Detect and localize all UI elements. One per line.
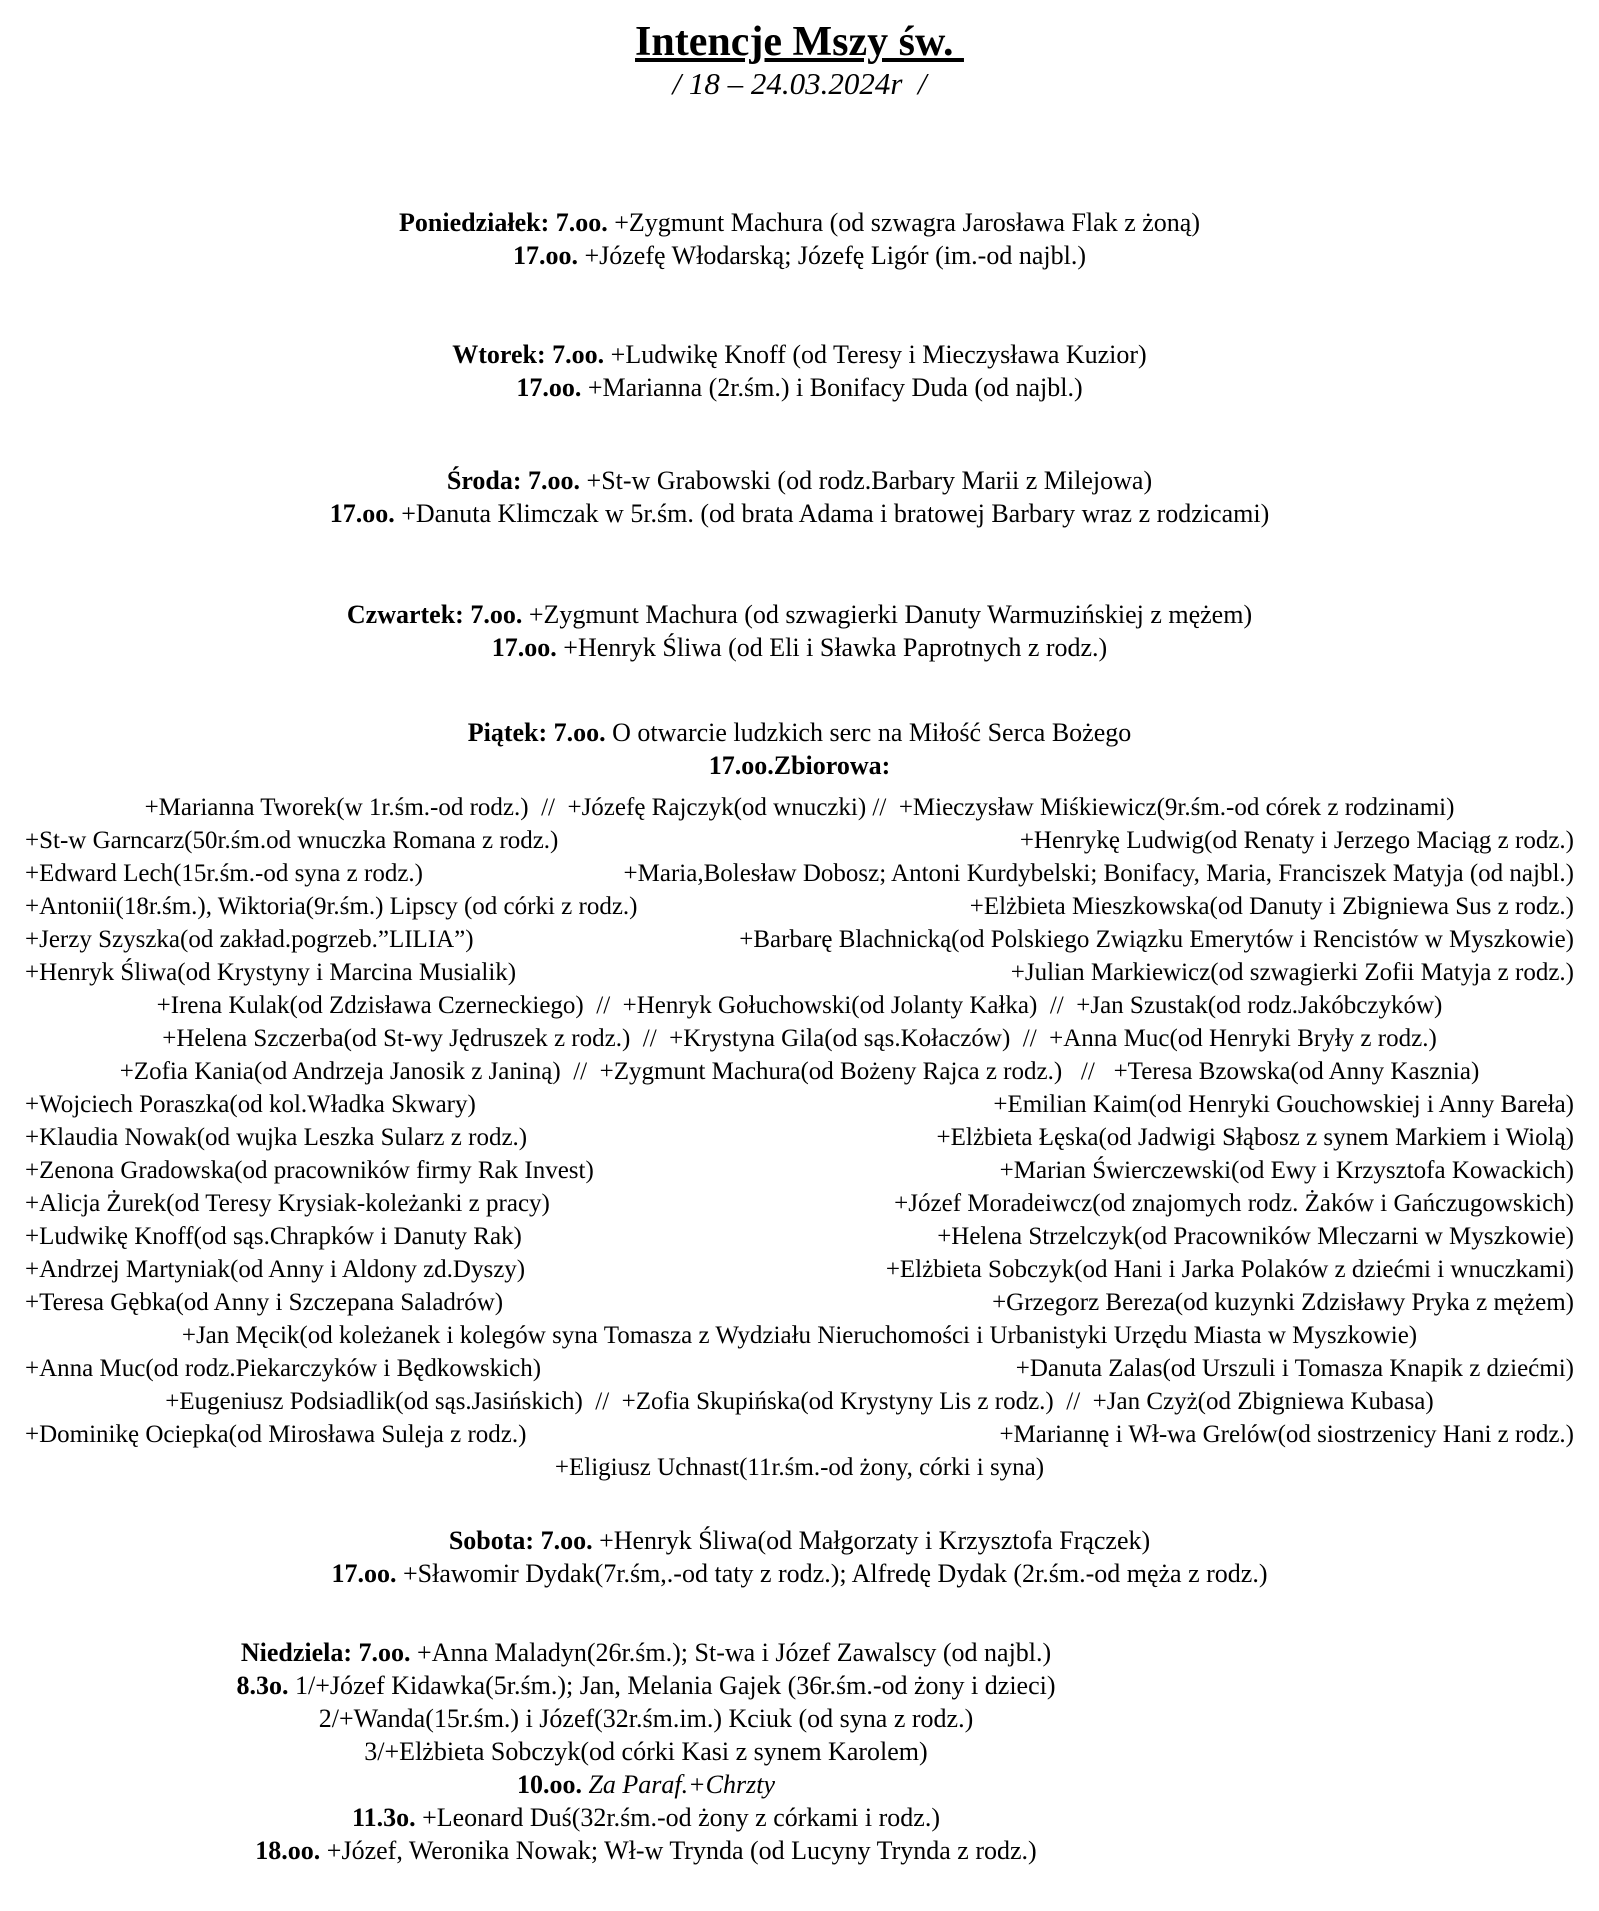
zbiorowa-intention: +Eligiusz Uchnast(11r.śm.-od żony, córki i syna) <box>554 1454 1045 1481</box>
mass-line <box>0 598 1599 631</box>
zbiorowa-intention-right: +Józef Moradeiwcz(od znajomych rodz. Żaków i Gańczugowskich) <box>894 1190 1574 1217</box>
zbiorowa-intention-right: +Marian Świerczewski(od Ewy i Krzysztofa Kowackich) <box>999 1157 1574 1184</box>
day-section-sobota <box>0 1524 1599 1590</box>
zbiorowa-line <box>25 1154 1574 1187</box>
mass-time-label: 17.oo. <box>329 499 395 528</box>
mass-intention-text: +Zygmunt Machura (od szwagierki Danuty Warmuzińskiej z mężem) <box>522 600 1253 629</box>
mass-line <box>0 371 1599 404</box>
mass-line <box>0 1702 1292 1735</box>
zbiorowa-intention-right: +Henrykę Ludwig(od Renaty i Jerzego Maciąg z rodz.) <box>1019 827 1574 854</box>
zbiorowa-intention-left: +Jerzy Szyszka(od zakład.pogrzeb.”LILIA”) <box>25 926 474 953</box>
zbiorowa-intention-left: +Klaudia Nowak(od wujka Leszka Sularz z rodz.) <box>25 1124 528 1151</box>
mass-line <box>0 1669 1292 1702</box>
mass-line <box>0 206 1599 239</box>
mass-time-label: 18.oo. <box>255 1836 321 1865</box>
zbiorowa-intention-left: +Wojciech Poraszka(od kol.Władka Skwary) <box>25 1091 476 1118</box>
zbiorowa-line <box>25 1088 1574 1121</box>
page-title <box>0 18 1599 66</box>
zbiorowa-line <box>25 989 1574 1022</box>
mass-time-label: 17.oo. <box>491 633 557 662</box>
mass-intention-text: +Henryk Śliwa (od Eli i Sławka Paprotnych z rodz.) <box>556 633 1108 662</box>
mass-intention-text: +Danuta Klimczak w 5r.śm. (od brata Adama i bratowej Barbary wraz z rodzicami) <box>394 499 1270 528</box>
mass-time-label: Sobota: 7.oo. <box>448 1526 593 1555</box>
page-title-text: Intencje Mszy św. <box>635 19 964 65</box>
zbiorowa-intention-right: +Maria,Bolesław Dobosz; Antoni Kurdybelski; Bonifacy, Maria, Franciszek Matyja (od najbl.) <box>623 860 1574 887</box>
zbiorowa-intention-right: +Grzegorz Bereza(od kuzynki Zdzisławy Pryka z mężem) <box>992 1289 1574 1316</box>
mass-intention-text: +Józefę Włodarską; Józefę Ligór (im.-od najbl.) <box>577 241 1086 270</box>
mass-intention-text: +Sławomir Dydak(7r.śm,.-od taty z rodz.); Alfredę Dydak (2r.śm.-od męża z rodz.) <box>396 1559 1268 1588</box>
zbiorowa-line <box>25 1121 1574 1154</box>
mass-time-label: Poniedziałek: 7.oo. <box>399 208 608 237</box>
zbiorowa-intention-right: +Helena Strzelczyk(od Pracowników Mleczarni w Myszkowie) <box>937 1223 1574 1250</box>
day-section-sroda <box>0 464 1599 530</box>
zbiorowa-line <box>25 791 1574 824</box>
zbiorowa-intention-right: +Emilian Kaim(od Henryki Gouchowskiej i Anny Bareła) <box>993 1091 1574 1118</box>
mass-line <box>0 1768 1292 1801</box>
mass-time-label: Piątek: 7.oo. <box>467 718 606 747</box>
mass-line <box>0 464 1599 497</box>
mass-time-label: Niedziela: 7.oo. <box>240 1638 411 1667</box>
mass-line <box>0 716 1599 749</box>
day-section-poniedzialek <box>0 206 1599 272</box>
zbiorowa-line <box>25 1451 1574 1484</box>
mass-time-label: Środa: 7.oo. <box>446 466 581 495</box>
zbiorowa-intention-left: +Andrzej Martyniak(od Anny i Aldony zd.Dyszy) <box>25 1256 526 1283</box>
zbiorowa-intention: +Marianna Tworek(w 1r.śm.-od rodz.) // +Józefę Rajczyk(od wnuczki) // +Mieczysław Miśkiewicz(9r.śm.-od córek z rodzinami) <box>144 794 1455 821</box>
mass-time-label: 10.oo. <box>516 1770 582 1799</box>
day-section-niedziela <box>0 1636 1292 1867</box>
zbiorowa-line <box>25 1319 1574 1352</box>
zbiorowa-intention-right: +Barbarę Blachnicką(od Polskiego Związku Emerytów i Rencistów w Myszkowie) <box>739 926 1574 953</box>
zbiorowa-intention-left: +Henryk Śliwa(od Krystyny i Marcina Musialik) <box>25 959 517 986</box>
mass-line <box>0 1735 1292 1768</box>
zbiorowa-intention-right: +Mariannę i Wł-wa Grelów(od siostrzenicy Hani z rodz.) <box>999 1421 1574 1448</box>
mass-line <box>0 1524 1599 1557</box>
mass-intention-text: +St-w Grabowski (od rodz.Barbary Marii z Milejowa) <box>580 466 1153 495</box>
mass-intention-text: Za Paraf.+Chrzty <box>581 1770 776 1799</box>
zbiorowa-intention-right: +Elżbieta Sobczyk(od Hani i Jarka Polaków z dziećmi i wnuczkami) <box>885 1256 1574 1283</box>
zbiorowa-line <box>25 923 1574 956</box>
date-range: / 18 – 24.03.2024r / <box>672 66 927 101</box>
mass-intention-text: 3/+Elżbieta Sobczyk(od córki Kasi z synem Karolem) <box>364 1737 928 1766</box>
zbiorowa-intention: +Helena Szczerba(od St-wy Jędruszek z rodz.) // +Krystyna Gila(od sąs.Kołaczów) // +Anna Muc(od Henryki Bryły z rodz.) <box>162 1025 1437 1052</box>
mass-time-label: 17.oo. <box>331 1559 397 1588</box>
mass-line <box>0 631 1599 664</box>
zbiorowa-intention: +Irena Kulak(od Zdzisława Czerneckiego) // +Henryk Gołuchowski(od Jolanty Kałka) // +Jan Szustak(od rodz.Jakóbczyków) <box>156 992 1443 1019</box>
zbiorowa-intention-left: +Zenona Gradowska(od pracowników firmy Rak Invest) <box>25 1157 594 1184</box>
mass-intention-text: O otwarcie ludzkich serc na Miłość Serca Bożego <box>605 718 1132 747</box>
intentions-list <box>0 206 1599 1867</box>
zbiorowa-line <box>25 1055 1574 1088</box>
zbiorowa-intention: +Zofia Kania(od Andrzeja Janosik z Janiną) // +Zygmunt Machura(od Bożeny Rajca z rodz.) // +Teresa Bzowska(od Anny Kasznia) <box>119 1058 1480 1085</box>
mass-line <box>0 1557 1599 1590</box>
mass-intention-text: +Anna Maladyn(26r.śm.); St-wa i Józef Zawalscy (od najbl.) <box>410 1638 1052 1667</box>
zbiorowa-line <box>25 890 1574 923</box>
zbiorowa-line <box>25 1022 1574 1055</box>
mass-intention-text: +Henryk Śliwa(od Małgorzaty i Krzysztofa Frączek) <box>592 1526 1151 1555</box>
zbiorowa-intention: +Jan Męcik(od koleżanek i kolegów syna Tomasza z Wydziału Nieruchomości i Urbanistyki Urzędu Miasta w Myszkowie) <box>181 1322 1418 1349</box>
zbiorowa-line <box>25 1220 1574 1253</box>
day-section-wtorek <box>0 338 1599 404</box>
zbiorowa-line <box>25 1418 1574 1451</box>
zbiorowa-intention-left: +Anna Muc(od rodz.Piekarczyków i Będkowskich) <box>25 1355 542 1382</box>
zbiorowa-line <box>25 857 1574 890</box>
mass-line <box>0 1834 1292 1867</box>
mass-intention-text: +Józef, Weronika Nowak; Wł-w Trynda (od Lucyny Trynda z rodz.) <box>320 1836 1037 1865</box>
zbiorowa-intention-right: +Julian Markiewicz(od szwagierki Zofii Matyja z rodz.) <box>1010 959 1574 986</box>
mass-intention-text: +Zygmunt Machura (od szwagra Jarosława Flak z żoną) <box>607 208 1200 237</box>
zbiorowa-line <box>25 1385 1574 1418</box>
mass-time-label: 17.oo. <box>512 241 578 270</box>
mass-intention-text: 1/+Józef Kidawka(5r.śm.); Jan, Melania Gajek (36r.śm.-od żony i dzieci) <box>288 1671 1056 1700</box>
zbiorowa-line <box>25 1253 1574 1286</box>
mass-intention-text: +Leonard Duś(32r.śm.-od żony z córkami i rodz.) <box>415 1803 940 1832</box>
zbiorowa-intention: +Eugeniusz Podsiadlik(od sąs.Jasińskich) // +Zofia Skupińska(od Krystyny Lis z rodz.) // +Jan Czyż(od Zbigniewa Kubasa) <box>165 1388 1434 1415</box>
mass-intention-text: +Ludwikę Knoff (od Teresy i Mieczysława Kuzior) <box>604 340 1147 369</box>
zbiorowa-intention-left: +Edward Lech(15r.śm.-od syna z rodz.) <box>25 860 423 887</box>
mass-line <box>0 497 1599 530</box>
zbiorowa-line <box>25 956 1574 989</box>
zbiorowa-intention-right: +Danuta Zalas(od Urszuli i Tomasza Knapik z dziećmi) <box>1015 1355 1574 1382</box>
zbiorowa-section <box>0 791 1599 1484</box>
mass-time-label: 11.3o. <box>352 1803 416 1832</box>
mass-time-label: 8.3o. <box>236 1671 289 1700</box>
zbiorowa-line <box>25 1352 1574 1385</box>
mass-time-label: Wtorek: 7.oo. <box>452 340 605 369</box>
zbiorowa-line <box>25 824 1574 857</box>
zbiorowa-intention-left: +Ludwikę Knoff(od sąs.Chrapków i Danuty Rak) <box>25 1223 522 1250</box>
zbiorowa-intention-left: +Teresa Gębka(od Anny i Szczepana Saladrów) <box>25 1289 504 1316</box>
mass-intention-text: +Marianna (2r.śm.) i Bonifacy Duda (od najbl.) <box>581 373 1083 402</box>
zbiorowa-line <box>25 1286 1574 1319</box>
zbiorowa-intention-right: +Elżbieta Mieszkowska(od Danuty i Zbigniewa Sus z rodz.) <box>969 893 1574 920</box>
zbiorowa-intention-left: +Antonii(18r.śm.), Wiktoria(9r.śm.) Lipscy (od córki z rodz.) <box>25 893 638 920</box>
zbiorowa-intention-right: +Elżbieta Łęska(od Jadwigi Słąbosz z synem Markiem i Wiolą) <box>936 1124 1574 1151</box>
zbiorowa-intention-left: +Alicja Żurek(od Teresy Krysiak-koleżanki z pracy) <box>25 1190 550 1217</box>
mass-intention-text: 2/+Wanda(15r.śm.) i Józef(32r.śm.im.) Kciuk (od syna z rodz.) <box>318 1704 974 1733</box>
mass-line <box>0 1801 1292 1834</box>
mass-time-label: Czwartek: 7.oo. <box>346 600 523 629</box>
zbiorowa-intention-left: +Dominikę Ociepka(od Mirosława Suleja z rodz.) <box>25 1421 527 1448</box>
mass-time-label: 17.oo.Zbiorowa: <box>708 751 891 780</box>
mass-line <box>0 338 1599 371</box>
mass-time-label: 17.oo. <box>516 373 582 402</box>
day-section-piatek <box>0 716 1599 782</box>
mass-line <box>0 1636 1292 1669</box>
zbiorowa-line <box>25 1187 1574 1220</box>
day-section-czwartek <box>0 598 1599 664</box>
zbiorowa-intention-left: +St-w Garncarz(50r.śm.od wnuczka Romana z rodz.) <box>25 827 559 854</box>
mass-line <box>0 239 1599 272</box>
mass-line <box>0 749 1599 782</box>
